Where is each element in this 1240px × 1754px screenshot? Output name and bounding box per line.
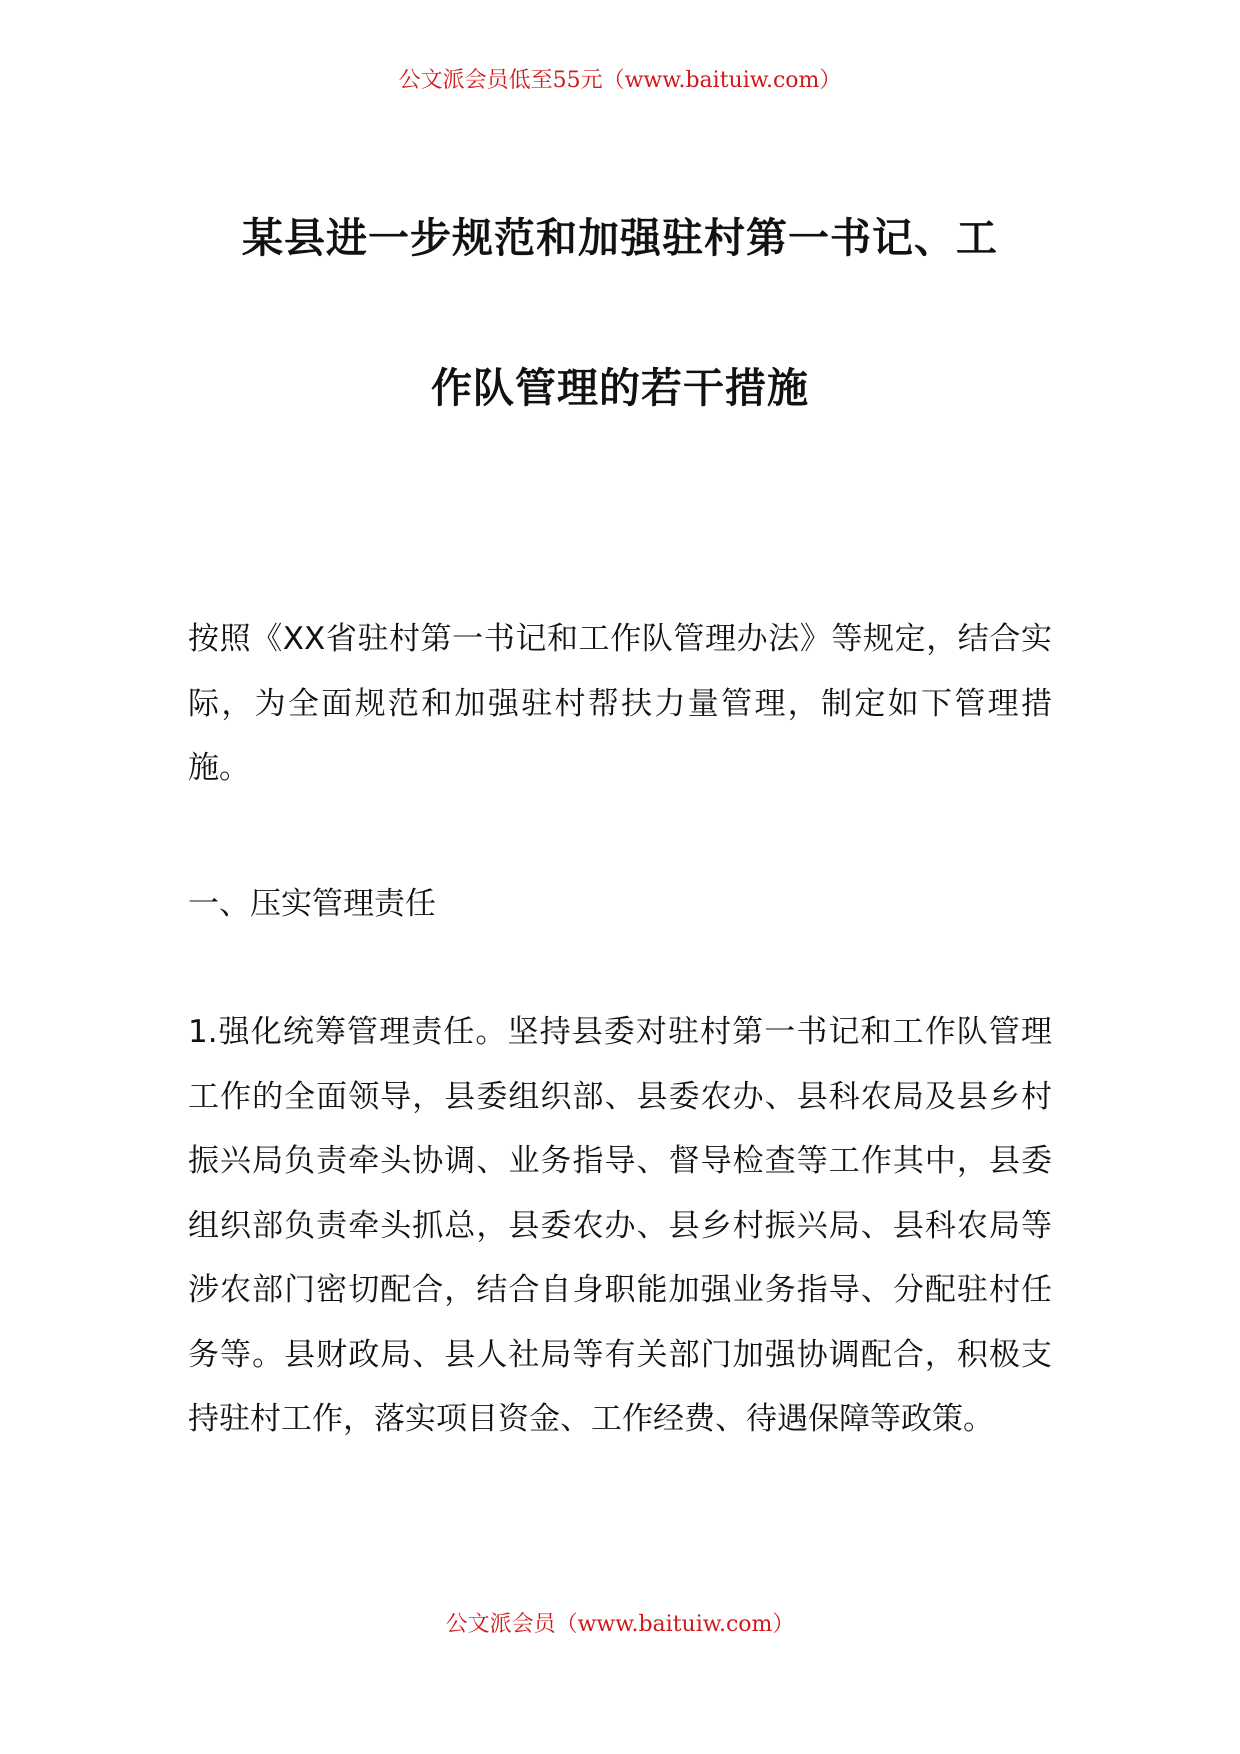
intro-paragraph: 按照《XX省驻村第一书记和工作队管理办法》等规定，结合实际，为全面规范和加强驻村帮扶力量管理，制定如下管理措施。 <box>188 621 1052 786</box>
header-promo-link[interactable]: 公文派会员低至55元（www.baituiw.com） <box>398 68 842 93</box>
footer-promo-link[interactable]: 公文派会员（www.baituiw.com） <box>445 1612 795 1637</box>
item-paragraph: 1.强化统筹管理责任。坚持县委对驻村第一书记和工作队管理工作的全面领导，县委组织部、县委农办、县科农局及县乡村振兴局负责牵头协调、业务指导、督导检查等工作其中，县委组织部负责牵头抓总，县委农办、县乡村振兴局、县科农局等涉农部门密切配合，结合自身职能加强业务指导、分配驻村任务等。县财政局、县人社局等有关部门加强协调配合，积极支持驻村工作，落实项目资金、工作经费、待遇保障等政策。 <box>188 1014 1052 1437</box>
section-heading: 一、压实管理责任 <box>188 886 436 922</box>
document-title-line-1: 某县进一步规范和加强驻村第一书记、工 <box>242 214 998 262</box>
document-title-line-2: 作队管理的若干措施 <box>431 364 809 412</box>
